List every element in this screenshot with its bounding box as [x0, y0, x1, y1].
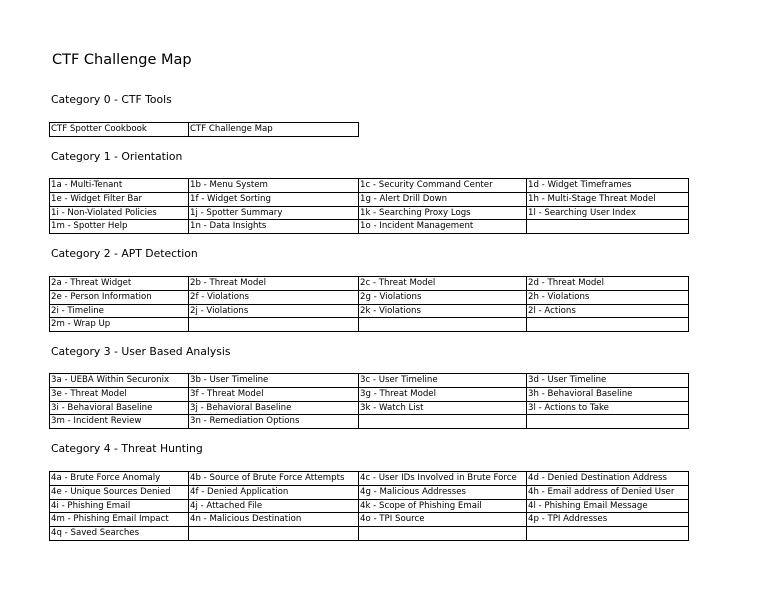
table-cell: 3f - Threat Model	[189, 387, 359, 401]
table-cell: 2k - Violations	[359, 304, 527, 318]
table-cell: 1h - Multi-Stage Threat Model	[527, 192, 689, 206]
category-heading: Category 2 - APT Detection	[51, 247, 198, 260]
table-cell: 1l - Searching User Index	[527, 206, 689, 220]
table-row	[50, 527, 689, 541]
table-cell: 3l - Actions to Take	[527, 401, 689, 415]
table-cell: 1i - Non-Violated Policies	[50, 206, 189, 220]
table-cell: 4h - Email address of Denied User	[527, 485, 689, 499]
table-cell: 4e - Unique Sources Denied	[50, 485, 189, 499]
table-cell: 1g - Alert Drill Down	[359, 192, 527, 206]
table-cell: 1c - Security Command Center	[359, 179, 527, 193]
table-row	[50, 472, 689, 486]
table-cell: 2m - Wrap Up	[50, 318, 189, 332]
table-cell: 1o - Incident Management	[359, 220, 527, 234]
table-cell: CTF Challenge Map	[189, 123, 359, 137]
table-cell: 4j - Attached File	[189, 499, 359, 513]
category-heading: Category 4 - Threat Hunting	[51, 442, 203, 455]
table-cell: 4i - Phishing Email	[50, 499, 189, 513]
table-row	[50, 277, 689, 291]
table-cell: 3g - Threat Model	[359, 387, 527, 401]
table-cell: 2l - Actions	[527, 304, 689, 318]
table-cell: 2i - Timeline	[50, 304, 189, 318]
table-cell: 2e - Person Information	[50, 290, 189, 304]
table-cell	[527, 527, 689, 541]
table-cell: 2c - Threat Model	[359, 277, 527, 291]
page-title: CTF Challenge Map	[52, 52, 192, 68]
table-row	[50, 206, 689, 220]
table-cell: 3e - Threat Model	[50, 387, 189, 401]
table-cell	[189, 527, 359, 541]
table-cell: 3j - Behavioral Baseline	[189, 401, 359, 415]
table-row	[50, 304, 689, 318]
category-heading: Category 3 - User Based Analysis	[51, 345, 231, 358]
table-row	[50, 401, 689, 415]
table-cell: 4a - Brute Force Anomaly	[50, 472, 189, 486]
table-row	[50, 387, 689, 401]
category-table	[49, 471, 689, 541]
table-cell: 1d - Widget Timeframes	[527, 179, 689, 193]
table-cell: 1m - Spotter Help	[50, 220, 189, 234]
category-table	[49, 122, 359, 137]
table-cell: 3b - User Timeline	[189, 374, 359, 388]
table-cell: 4d - Denied Destination Address	[527, 472, 689, 486]
table-cell: 1a - Multi-Tenant	[50, 179, 189, 193]
table-cell: 4o - TPI Source	[359, 513, 527, 527]
table-cell: 4q - Saved Searches	[50, 527, 189, 541]
table-cell: 3a - UEBA Within Securonix	[50, 374, 189, 388]
table-cell	[359, 318, 527, 332]
table-cell: 3m - Incident Review	[50, 415, 189, 429]
table-cell: 3k - Watch List	[359, 401, 527, 415]
table-row	[50, 179, 689, 193]
category-heading: Category 0 - CTF Tools	[51, 93, 172, 106]
table-row	[50, 192, 689, 206]
table-cell: 1b - Menu System	[189, 179, 359, 193]
table-cell: 2a - Threat Widget	[50, 277, 189, 291]
table-cell: 1k - Searching Proxy Logs	[359, 206, 527, 220]
table-row	[50, 485, 689, 499]
table-row	[50, 415, 689, 429]
table-cell: 1n - Data Insights	[189, 220, 359, 234]
table-cell: 1j - Spotter Summary	[189, 206, 359, 220]
table-cell: 4m - Phishing Email Impact	[50, 513, 189, 527]
table-cell	[527, 415, 689, 429]
table-row	[50, 318, 689, 332]
table-cell: 1f - Widget Sorting	[189, 192, 359, 206]
table-row	[50, 374, 689, 388]
table-row	[50, 513, 689, 527]
category-heading: Category 1 - Orientation	[51, 150, 183, 163]
table-cell: 4c - User IDs Involved in Brute Force	[359, 472, 527, 486]
table-cell	[527, 318, 689, 332]
table-cell: 4g - Malicious Addresses	[359, 485, 527, 499]
table-cell: 4f - Denied Application	[189, 485, 359, 499]
table-cell: CTF Spotter Cookbook	[50, 123, 189, 137]
table-cell: 2f - Violations	[189, 290, 359, 304]
table-cell: 4b - Source of Brute Force Attempts	[189, 472, 359, 486]
table-cell	[189, 318, 359, 332]
table-cell: 2h - Violations	[527, 290, 689, 304]
category-table	[49, 373, 689, 429]
table-cell: 2g - Violations	[359, 290, 527, 304]
table-cell: 3c - User Timeline	[359, 374, 527, 388]
table-cell: 2d - Threat Model	[527, 277, 689, 291]
category-table	[49, 178, 689, 234]
table-cell	[527, 220, 689, 234]
table-cell: 4l - Phishing Email Message	[527, 499, 689, 513]
table-row	[50, 290, 689, 304]
table-row	[50, 499, 689, 513]
table-row	[50, 220, 689, 234]
table-cell: 4n - Malicious Destination	[189, 513, 359, 527]
table-cell: 4k - Scope of Phishing Email	[359, 499, 527, 513]
table-cell: 1e - Widget Filter Bar	[50, 192, 189, 206]
table-row	[50, 123, 359, 137]
table-cell	[359, 415, 527, 429]
table-cell: 3h - Behavioral Baseline	[527, 387, 689, 401]
table-cell: 3d - User Timeline	[527, 374, 689, 388]
table-cell: 2b - Threat Model	[189, 277, 359, 291]
table-cell: 3i - Behavioral Baseline	[50, 401, 189, 415]
table-cell: 2j - Violations	[189, 304, 359, 318]
table-cell	[359, 527, 527, 541]
table-cell: 4p - TPI Addresses	[527, 513, 689, 527]
category-table	[49, 276, 689, 332]
table-cell: 3n - Remediation Options	[189, 415, 359, 429]
